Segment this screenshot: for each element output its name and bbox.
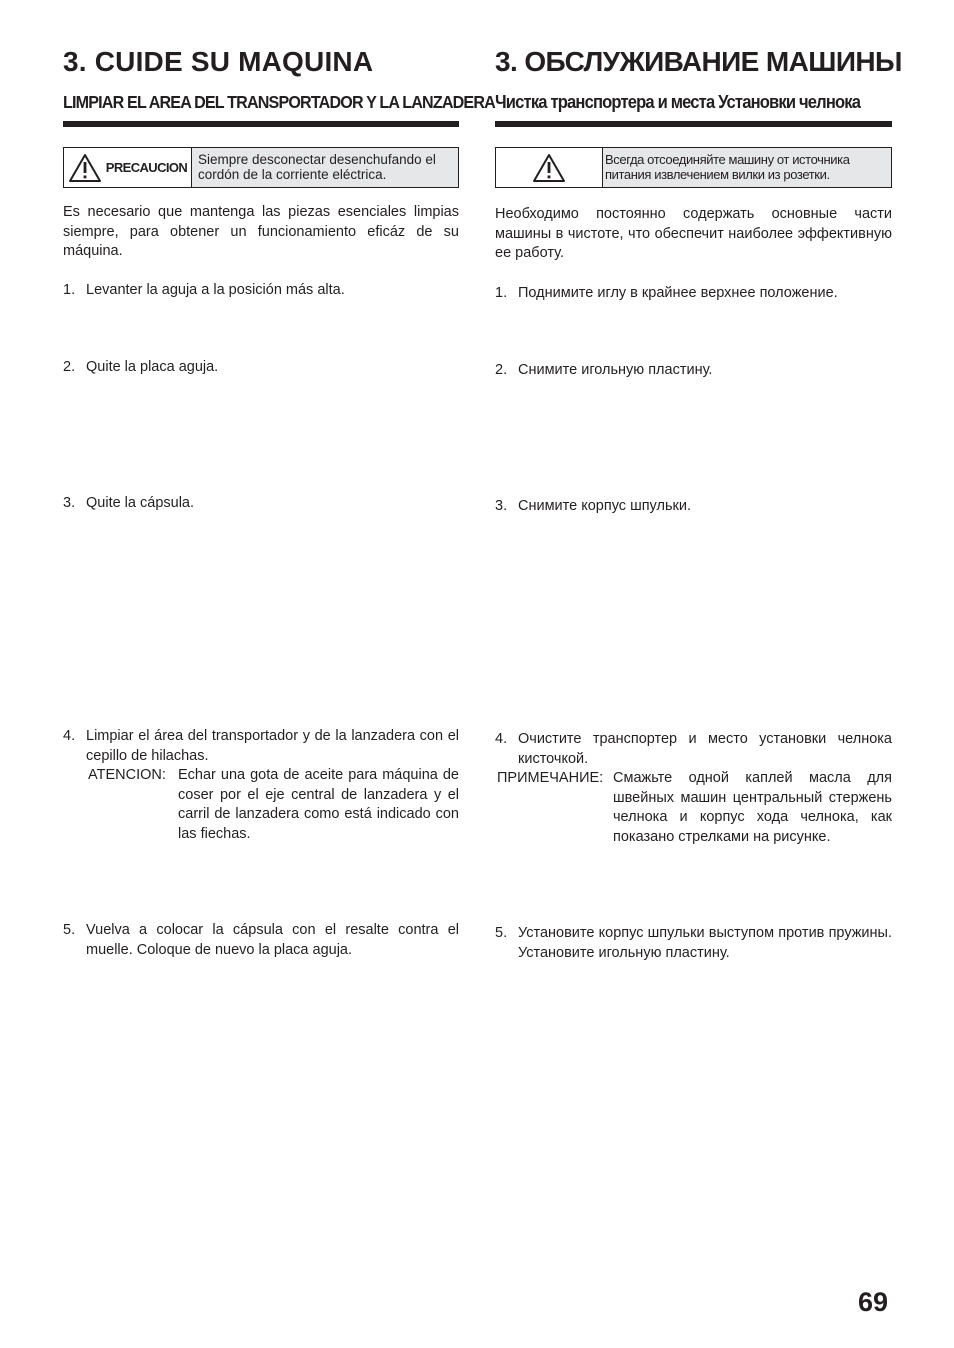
step-text: Levanter la aguja a la posición más alta. bbox=[86, 282, 345, 298]
intro-paragraph: Es necesario que mantenga las piezas esenciales limpias siempre, para obtener un funcionamiento eficáz de su máquina. bbox=[63, 204, 459, 259]
step-text: Снимите игольную пластину. bbox=[518, 362, 713, 378]
heading-rule bbox=[495, 121, 892, 127]
note-label: ПРИМЕЧАНИЕ: bbox=[497, 770, 604, 786]
step-text: Limpiar el área del transportador y de la lanzadera con el cepillo de hilachas. bbox=[86, 728, 459, 764]
step-5 bbox=[495, 924, 892, 963]
page-number: 69 bbox=[858, 1287, 889, 1317]
step-3 bbox=[63, 494, 459, 514]
step-number: 1. bbox=[63, 282, 76, 298]
step-2 bbox=[63, 358, 459, 378]
step-text: Поднимите иглу в крайнее верхнее положение. bbox=[518, 285, 838, 301]
step-number: 3. bbox=[495, 498, 508, 514]
step-4 bbox=[495, 730, 892, 847]
section-subtitle: Чистка транспортера и места Установки челнока bbox=[495, 92, 861, 112]
step-number: 4. bbox=[495, 731, 508, 747]
step-text: Quite la cápsula. bbox=[86, 495, 195, 511]
caution-text: Всегда отсоединяйте машину от источника питания извлечением вилки из розетки. bbox=[603, 148, 891, 187]
section-title: 3. ОБСЛУЖИВАНИЕ МАШИНЫ bbox=[495, 46, 902, 77]
step-1 bbox=[495, 284, 892, 304]
warning-triangle-icon bbox=[532, 153, 566, 183]
intro-paragraph: Необходимо постоянно содержать основные части машины в чистоте, что обеспечит наиболее эффективную ее работу. bbox=[495, 206, 892, 261]
note-label: ATENCION: bbox=[88, 767, 166, 783]
caution-text: Siempre desconectar desenchufando el cordón de la corriente eléctrica. bbox=[192, 148, 458, 187]
section-title: 3. CUIDE SU MAQUINA bbox=[63, 46, 374, 77]
caution-label: PRECAUCION bbox=[105, 160, 188, 175]
warning-triangle-icon bbox=[68, 153, 102, 183]
caution-box bbox=[495, 147, 892, 188]
step-text: Quite la placa aguja. bbox=[86, 359, 219, 375]
caution-icon-cell bbox=[496, 148, 603, 187]
caution-label-cell bbox=[64, 148, 192, 187]
step-number: 4. bbox=[63, 728, 76, 744]
caution-box bbox=[63, 147, 459, 188]
step-text: Установите корпус шпульки выступом против пружины. Установите игольную пластину. bbox=[518, 925, 892, 961]
section-subtitle: LIMPIAR EL AREA DEL TRANSPORTADOR Y LA LANZADERA bbox=[63, 92, 495, 112]
step-number: 1. bbox=[495, 285, 508, 301]
step-number: 2. bbox=[63, 359, 76, 375]
note-text: Смажьте одной каплей масла для швейных машин центральный стержень челнока и корпус хода челнока, как показано стрелками на рисунке. bbox=[613, 770, 892, 845]
attention-note bbox=[495, 769, 892, 847]
heading-rule bbox=[63, 121, 459, 127]
step-4 bbox=[63, 727, 459, 844]
step-5 bbox=[63, 921, 459, 960]
step-number: 5. bbox=[63, 922, 76, 938]
step-2 bbox=[495, 361, 892, 381]
step-text: Очистите транспортер и место установки челнока кисточкой. bbox=[518, 731, 892, 767]
step-number: 3. bbox=[63, 495, 76, 511]
step-text: Vuelva a colocar la cápsula con el resalte contra el muelle. Coloque de nuevo la placa aguja. bbox=[86, 922, 459, 958]
step-number: 2. bbox=[495, 362, 508, 378]
step-1 bbox=[63, 281, 459, 301]
note-text: Echar una gota de aceite para máquina de coser por el eje central de lanzadera y el carril de lanzadera como está indicado con las fiechas. bbox=[178, 767, 459, 842]
attention-note bbox=[86, 766, 459, 844]
step-3 bbox=[495, 497, 892, 517]
step-text: Снимите корпус шпульки. bbox=[518, 498, 691, 514]
step-number: 5. bbox=[495, 925, 508, 941]
